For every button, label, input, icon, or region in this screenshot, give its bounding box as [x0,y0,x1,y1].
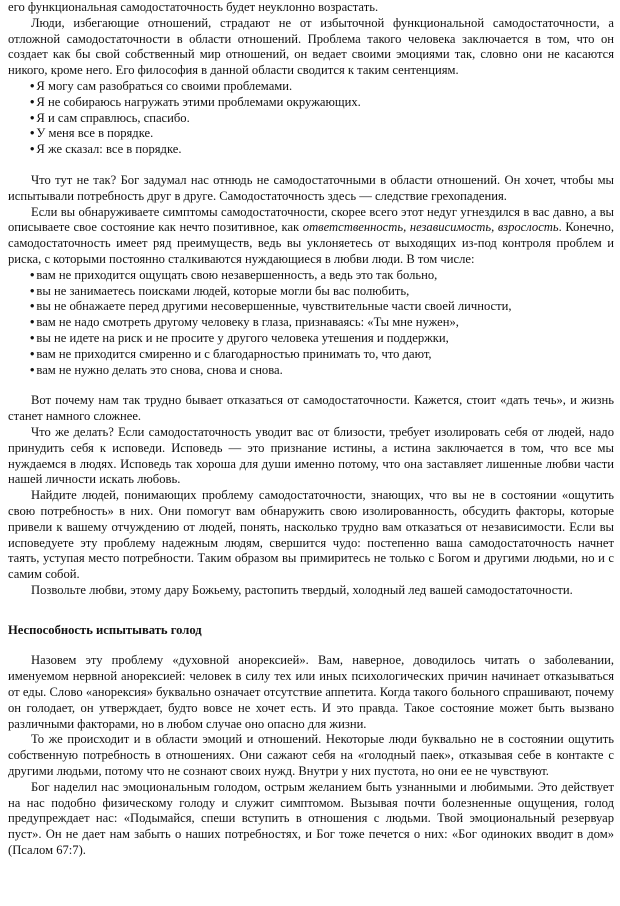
paragraph: Что тут не так? Бог задумал нас отнюдь не самодостаточными в области отношений. Он хочет, чтобы мы испытывали потребность друг в друге. Самодостаточность здесь — следствие грехопадения. [8,172,614,203]
paragraph: Назовем эту проблему «духовной анорексией». Вам, наверное, доводилось читать о заболевании, именуемом нервной анорексией: человек в силу тех или иных психологических причин начинает отказываться от еды. Слово «анорексия» буквально означает отсутствие аппетита. Когда такого больного спрашивают, почему он голодает, он утверждает, будто вовсе не хочет есть. И это правда. Такое состояние может быть вызвано различными факторами, но в любом случае оно опасно для жизни. [8,653,614,731]
spacer [8,378,614,393]
bullet-list [8,79,614,158]
paragraph: То же происходит и в области эмоций и отношений. Некоторые люди буквально не в состоянии ощутить собственную потребность в отношениях. Они сажают себя на «голодный паек», отказывая себе в контакте с другими людьми, потому что не сознают своих нужд. Внутри у них пустота, но они ее не чувствуют. [8,732,614,779]
paragraph: Что же делать? Если самодостаточность уводит вас от близости, требует изолировать себя от людей, надо принудить себя к исповеди. Исповедь — это признание истины, а истина заключается в том, что все мы нуждаемся в людях. Исповедь так хороша для души именно потому, что она заставляет лишенные любви части нашей личности искать любовь. [8,424,614,487]
bullet-icon: • [30,267,35,282]
list-item: • Я же сказал: все в порядке. [30,142,182,157]
emphasis-text: ответственность, независимость, взрослость [302,220,559,235]
bullet-icon: • [30,362,35,377]
paragraph: его функциональная самодостаточность будет неуклонно возрастать. [8,0,379,14]
list-item: • вы не идете на риск и не просите у другого человека утешения и поддержки, [30,330,449,345]
paragraph: Бог наделил нас эмоциональным голодом, острым желанием быть узнанными и любимыми. Это действует на нас подобно физическому голоду и служит симптомом. Вызывая почти болезненные ощущения, голод предупреждает нас: «Подымайся, спеши вступить в отношения с людьми. Твой эмоциональный резервуар пуст». Он не дает нам забыть о наших потребностях, и Бог тоже печется о них: «Бог одиноких вводит в дом» (Псалом 67:7). [8,779,614,858]
bullet-icon: • [30,299,35,314]
list-item: • У меня все в порядке. [30,126,154,141]
paragraph: Если вы обнаруживаете симптомы самодостаточности, скорее всего этот недуг угнездился в вас давно, а вы описываете свое состояние как нечто позитивное, как ответственность, независимость, взрослость. Конечно, самодостаточность имеет ряд преимуществ, ведь вы уклоняетесь от выходящих из-под контроля проблем и риска, с которыми постоянно сталкиваются нуждающиеся в любви люди. В том числе: [8,204,614,266]
list-item: • вам не приходится смиренно и с благодарностью принимать то, что дают, [30,346,432,361]
list-item: • вы не занимаетесь поисками людей, которые могли бы вас полюбить, [30,283,410,298]
document-page [8,0,614,859]
spacer [8,158,614,173]
bullet-icon: • [30,283,35,298]
bullet-icon: • [30,315,35,330]
paragraph: Позвольте любви, этому дару Божьему, растопить твердый, холодный лед вашей самодостаточности. [31,582,573,597]
list-item: • вам не надо смотреть другому человеку в глаза, признаваясь: «Ты мне нужен», [30,315,459,330]
list-item: • Я не собираюсь нагружать этими проблемами окружающих. [30,94,361,109]
bullet-icon: • [30,346,35,361]
paragraph: Вот почему нам так трудно бывает отказаться от самодостаточности. Кажется, стоит «дать течь», и жизнь станет намного сложнее. [8,393,614,424]
list-item: • вам не приходится ощущать свою незавершенность, а ведь это так больно, [30,267,438,282]
paragraph: Люди, избегающие отношений, страдают не от избыточной функциональной самодостаточности, а отложной самодостаточности в области отношений. Проблема такого человека заключается в том, что он создает как бы свой собственный мир отношений, он ведает своими эмоциями так, словно они не касаются никого, кроме него. Его философия в данной области сводится к таким сентенциям. [8,15,614,78]
list-item: • вы не обнажаете перед другими несовершенные, чувствительные части своей личности, [30,299,512,314]
bullet-icon: • [30,142,35,157]
list-item: • Я могу сам разобраться со своими проблемами. [30,78,293,93]
bullet-icon: • [30,78,35,93]
bullet-icon: • [30,126,35,141]
spacer [8,638,614,653]
spacer [8,599,614,623]
section-heading: Неспособность испытывать голод [8,622,202,637]
bullet-list [8,268,614,379]
bullet-icon: • [30,110,35,125]
bullet-icon: • [30,94,35,109]
paragraph: Найдите людей, понимающих проблему самодостаточности, знающих, что вы не в состоянии «ощутить свою потребность» в них. Они помогут вам обнаружить свою изолированность, обсудить факторы, которые привели к вашему отчуждению от людей, понять, насколько трудно вам отказаться от независимости. Если вы исповедуете эту проблему надежным людям, свершится чудо: постепенно ваша самодостаточность начнет таять, уступая место потребности. Таким образом вы примиритесь не только с Богом и другими людьми, но и с самим собой. [8,488,614,582]
list-item: • Я и сам справлюсь, спасибо. [30,110,190,125]
list-item: • вам не нужно делать это снова, снова и снова. [30,362,283,377]
bullet-icon: • [30,330,35,345]
